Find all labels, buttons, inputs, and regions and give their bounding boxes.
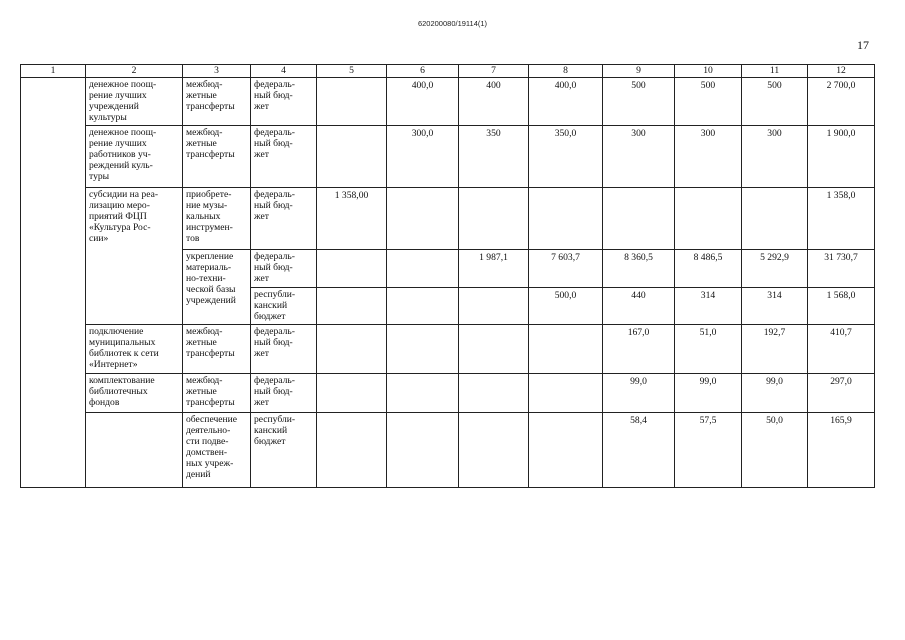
value-cell: [387, 374, 459, 413]
value-cell: [529, 325, 603, 374]
value-cell: [387, 413, 459, 488]
mechanism-cell: приобрете- ние музы- кальных инструмен- тов: [183, 188, 251, 250]
source-cell: федераль- ный бюд- жет: [251, 250, 317, 288]
table-row: [21, 374, 875, 413]
column-number: 12: [808, 65, 875, 78]
value-cell: 58,4: [603, 413, 675, 488]
source-cell: федераль- ный бюд- жет: [251, 188, 317, 250]
value-cell: [459, 188, 529, 250]
mechanism-cell: межбюд- жетные трансферты: [183, 126, 251, 188]
value-cell: [387, 250, 459, 288]
activity-cell: денежное поощ- рение лучших учреждений культуры: [86, 78, 183, 126]
value-cell: 300: [742, 126, 808, 188]
activity-cell: подключение муниципальных библиотек к сети «Интернет»: [86, 325, 183, 374]
value-cell: 314: [742, 288, 808, 325]
value-cell: 167,0: [603, 325, 675, 374]
value-cell: [317, 126, 387, 188]
value-cell: 57,5: [675, 413, 742, 488]
table-row: [21, 325, 875, 374]
value-cell: 410,7: [808, 325, 875, 374]
value-cell: [459, 413, 529, 488]
value-cell: 300: [603, 126, 675, 188]
document-code: 620200080/19114(1): [417, 19, 488, 28]
value-cell: 99,0: [675, 374, 742, 413]
source-cell: республи- канский бюджет: [251, 288, 317, 325]
mechanism-cell: межбюд- жетные трансферты: [183, 374, 251, 413]
value-cell: 51,0: [675, 325, 742, 374]
value-cell: [387, 325, 459, 374]
value-cell: 400: [459, 78, 529, 126]
value-cell: 500: [603, 78, 675, 126]
column-number: 5: [317, 65, 387, 78]
value-cell: 300: [675, 126, 742, 188]
value-cell: 50,0: [742, 413, 808, 488]
value-cell: 350: [459, 126, 529, 188]
mechanism-cell: укрепление материаль- но-техни- ческой базы учреждений: [183, 250, 251, 325]
value-cell: 440: [603, 288, 675, 325]
column-number: 10: [675, 65, 742, 78]
value-cell: 31 730,7: [808, 250, 875, 288]
value-cell: 8 486,5: [675, 250, 742, 288]
value-cell: [317, 288, 387, 325]
value-cell: [603, 188, 675, 250]
budget-table: [20, 64, 875, 488]
column-number: 2: [86, 65, 183, 78]
source-cell: республи- канский бюджет: [251, 413, 317, 488]
column-number: 3: [183, 65, 251, 78]
column-number-row: [21, 65, 875, 78]
table-row: [21, 413, 875, 488]
mechanism-cell: обеспечение деятельно- сти подве- домствен- ных учреж- дений: [183, 413, 251, 488]
value-cell: 8 360,5: [603, 250, 675, 288]
value-cell: 1 568,0: [808, 288, 875, 325]
value-cell: [317, 325, 387, 374]
value-cell: 99,0: [742, 374, 808, 413]
value-cell: 297,0: [808, 374, 875, 413]
value-cell: [317, 250, 387, 288]
value-cell: 500,0: [529, 288, 603, 325]
source-cell: федераль- ный бюд- жет: [251, 325, 317, 374]
column-number: 1: [21, 65, 86, 78]
table-row: [21, 126, 875, 188]
column-number: 8: [529, 65, 603, 78]
value-cell: 165,9: [808, 413, 875, 488]
value-cell: [529, 188, 603, 250]
value-cell: 500: [742, 78, 808, 126]
column-number: 9: [603, 65, 675, 78]
value-cell: [675, 188, 742, 250]
activity-cell: денежное поощ- рение лучших работников уч- реждений куль- туры: [86, 126, 183, 188]
value-cell: 1 358,00: [317, 188, 387, 250]
table-row: [21, 188, 875, 250]
value-cell: 500: [675, 78, 742, 126]
value-cell: [317, 413, 387, 488]
value-cell: 400,0: [529, 78, 603, 126]
source-cell: федераль- ный бюд- жет: [251, 126, 317, 188]
value-cell: [459, 374, 529, 413]
page-number: 17: [857, 38, 869, 52]
value-cell: [387, 288, 459, 325]
value-cell: 1 358,0: [808, 188, 875, 250]
mechanism-cell: межбюд- жетные трансферты: [183, 78, 251, 126]
mechanism-cell: межбюд- жетные трансферты: [183, 325, 251, 374]
value-cell: [317, 374, 387, 413]
value-cell: [742, 188, 808, 250]
value-cell: 192,7: [742, 325, 808, 374]
value-cell: [387, 188, 459, 250]
value-cell: 300,0: [387, 126, 459, 188]
value-cell: 350,0: [529, 126, 603, 188]
value-cell: 7 603,7: [529, 250, 603, 288]
value-cell: 1 900,0: [808, 126, 875, 188]
column-number: 11: [742, 65, 808, 78]
column-number: 6: [387, 65, 459, 78]
value-cell: [459, 325, 529, 374]
value-cell: [317, 78, 387, 126]
column-number: 7: [459, 65, 529, 78]
column-number: 4: [251, 65, 317, 78]
value-cell: 1 987,1: [459, 250, 529, 288]
value-cell: 99,0: [603, 374, 675, 413]
value-cell: [529, 374, 603, 413]
source-cell: федераль- ный бюд- жет: [251, 374, 317, 413]
activity-cell: [86, 413, 183, 488]
activity-cell: субсидии на реа- лизацию меро- приятий ФЦП «Культура Рос- сии»: [86, 188, 183, 325]
activity-cell: комплектование библиотечных фондов: [86, 374, 183, 413]
value-cell: [529, 413, 603, 488]
table-row: [21, 78, 875, 126]
value-cell: 400,0: [387, 78, 459, 126]
value-cell: 5 292,9: [742, 250, 808, 288]
value-cell: 2 700,0: [808, 78, 875, 126]
value-cell: [459, 288, 529, 325]
value-cell: 314: [675, 288, 742, 325]
table-cell: [21, 78, 86, 488]
source-cell: федераль- ный бюд- жет: [251, 78, 317, 126]
